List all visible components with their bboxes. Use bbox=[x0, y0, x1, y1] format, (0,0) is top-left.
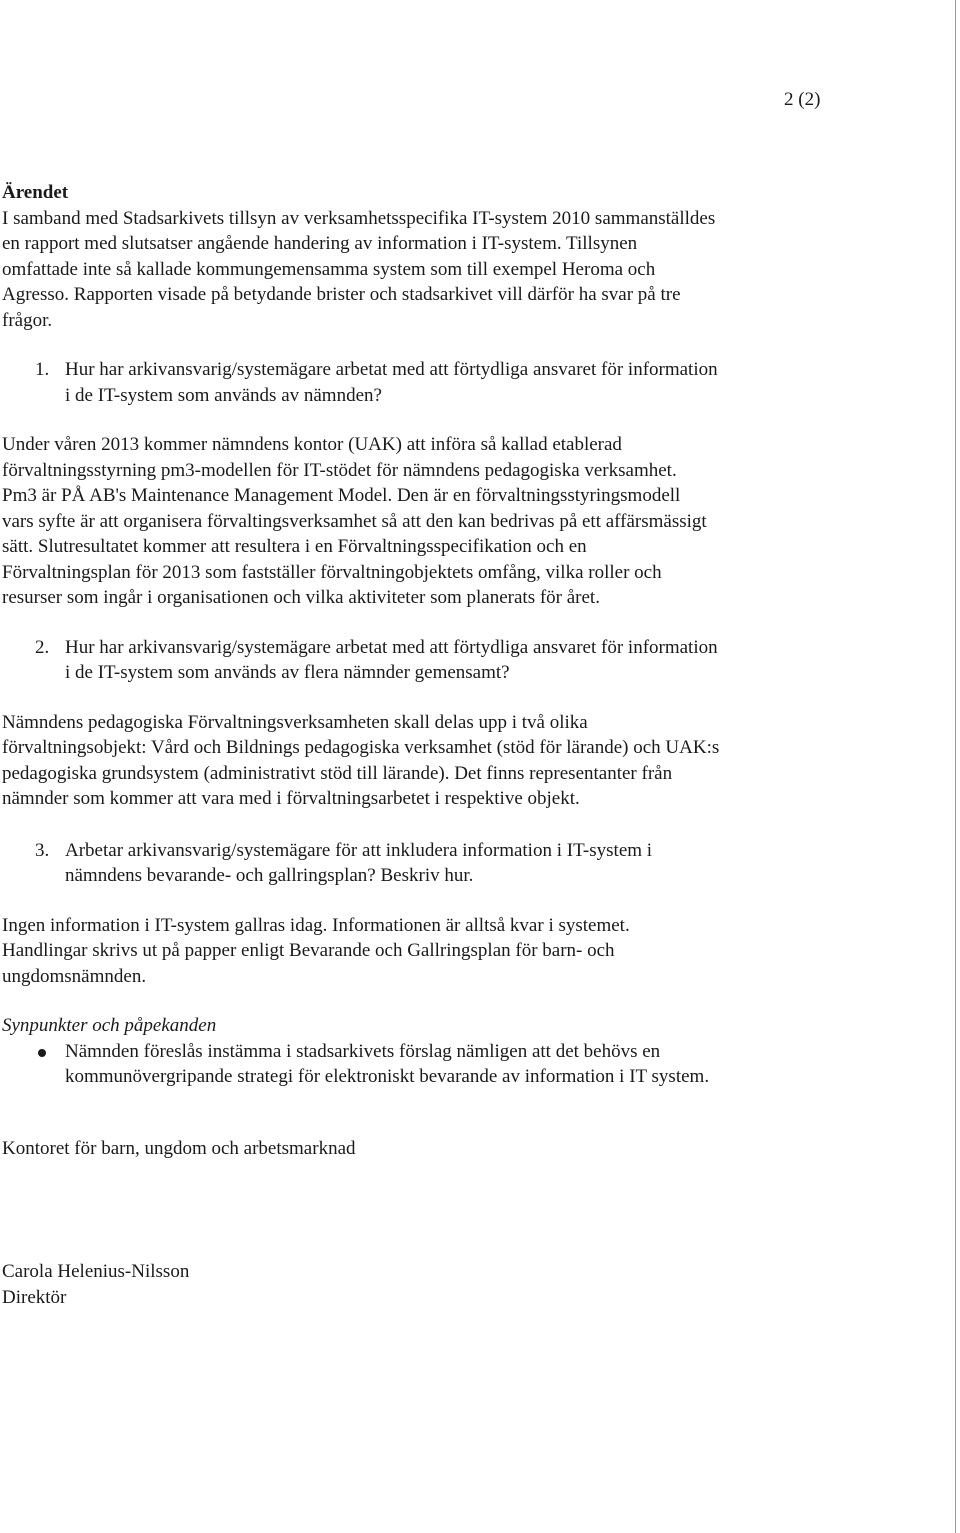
section-heading: Ärendet bbox=[2, 182, 69, 203]
intro-paragraph bbox=[2, 206, 802, 334]
question-2 bbox=[2, 635, 825, 686]
question-3 bbox=[2, 838, 825, 889]
page-edge-line bbox=[955, 0, 956, 1533]
answer-line: pedagogiska grundsystem (administrativt stöd till lärande). Det finns representanter från bbox=[2, 762, 673, 784]
document-body bbox=[2, 180, 902, 1310]
intro-line: frågor. bbox=[2, 309, 53, 331]
bullet-line: Nämnden föreslås instämma i stadsarkivets förslag nämligen att det behövs en bbox=[65, 1040, 661, 1062]
answer-line: Pm3 är PÅ AB's Maintenance Management Model. Den är en förvaltningsstyringsmodell bbox=[2, 485, 681, 506]
answer-line: förvaltningsobjekt: Vård och Bildnings pedagogiska verksamhet (stöd för lärande) och UAK:s bbox=[2, 737, 720, 758]
signatory-name: Carola Helenius-Nilsson bbox=[2, 1261, 190, 1282]
question-line: Hur har arkivansvarig/systemägare arbetat med att förtydliga ansvaret för information bbox=[65, 636, 718, 658]
answer-line: sätt. Slutresultatet kommer att resultera i en Förvaltningsspecifikation och en bbox=[2, 536, 587, 557]
comments-heading: Synpunkter och påpekanden bbox=[2, 1015, 217, 1036]
answer-line: Nämndens pedagogiska Förvaltningsverksamheten skall delas upp i två olika bbox=[2, 711, 588, 733]
answer-3 bbox=[2, 913, 902, 990]
answer-line: resurser som ingår i organisationen och vilka aktiviteter som planerats för året. bbox=[2, 587, 600, 608]
bullet-line: kommunövergripande strategi för elektroniskt bevarande av information i IT system. bbox=[65, 1066, 710, 1087]
question-line: Arbetar arkivansvarig/systemägare för att inkludera information i IT-system i bbox=[65, 839, 653, 861]
answer-line: ungdomsnämnden. bbox=[2, 965, 147, 987]
intro-line: I samband med Stadsarkivets tillsyn av verksamhetsspecifika IT-system 2010 sammanställdes bbox=[2, 207, 716, 229]
answer-line: vars syfte är att organisera förvaltingsverksamhet så att den kan bedrivas på ett affärsmässigt bbox=[2, 510, 707, 532]
answer-line: Under våren 2013 kommer nämndens kontor (UAK) att införa så kallad etablerad bbox=[2, 434, 622, 455]
question-line: nämndens bevarande- och gallringsplan? Beskriv hur. bbox=[65, 865, 474, 886]
bullet-icon bbox=[38, 1049, 46, 1057]
question-number: 3. bbox=[35, 839, 50, 861]
question-line: Hur har arkivansvarig/systemägare arbetat med att förtydliga ansvaret för information bbox=[65, 359, 718, 380]
bullet-item bbox=[2, 1039, 825, 1090]
question-line: i de IT-system som används av nämnden? bbox=[65, 384, 382, 406]
answer-line: nämnder som kommer att vara med i förvaltningsarbetet i respektive objekt. bbox=[2, 788, 580, 809]
answer-line: Ingen information i IT-system gallras idag. Informationen är alltså kvar i systemet. bbox=[2, 914, 630, 936]
signatory-title: Direktör bbox=[2, 1286, 67, 1308]
question-number: 2. bbox=[35, 636, 50, 658]
office-name: Kontoret för barn, ungdom och arbetsmarknad bbox=[2, 1137, 356, 1159]
answer-2 bbox=[2, 710, 902, 812]
intro-line: en rapport med slutsatser angående handering av information i IT-system. Tillsynen bbox=[2, 233, 638, 254]
answer-line: förvaltningsstyrning pm3-modellen för IT-stödet för nämndens pedagogiska verksamhet. bbox=[2, 459, 677, 481]
question-line: i de IT-system som används av flera nämnder gemensamt? bbox=[65, 662, 510, 683]
question-1 bbox=[2, 357, 825, 408]
intro-line: Agresso. Rapporten visade på betydande brister och stadsarkivet vill därför ha svar på tre bbox=[2, 284, 681, 305]
answer-line: Förvaltningsplan för 2013 som fastställer förvaltningobjektets omfång, vilka roller och bbox=[2, 561, 662, 583]
page-number: 2 (2) bbox=[784, 89, 821, 110]
answer-1 bbox=[2, 432, 902, 611]
question-number: 1. bbox=[35, 359, 50, 380]
answer-line: Handlingar skrivs ut på papper enligt Bevarande och Gallringsplan för barn- och bbox=[2, 940, 615, 961]
intro-line: omfattade inte så kallade kommungemensamma system som till exempel Heroma och bbox=[2, 258, 656, 280]
